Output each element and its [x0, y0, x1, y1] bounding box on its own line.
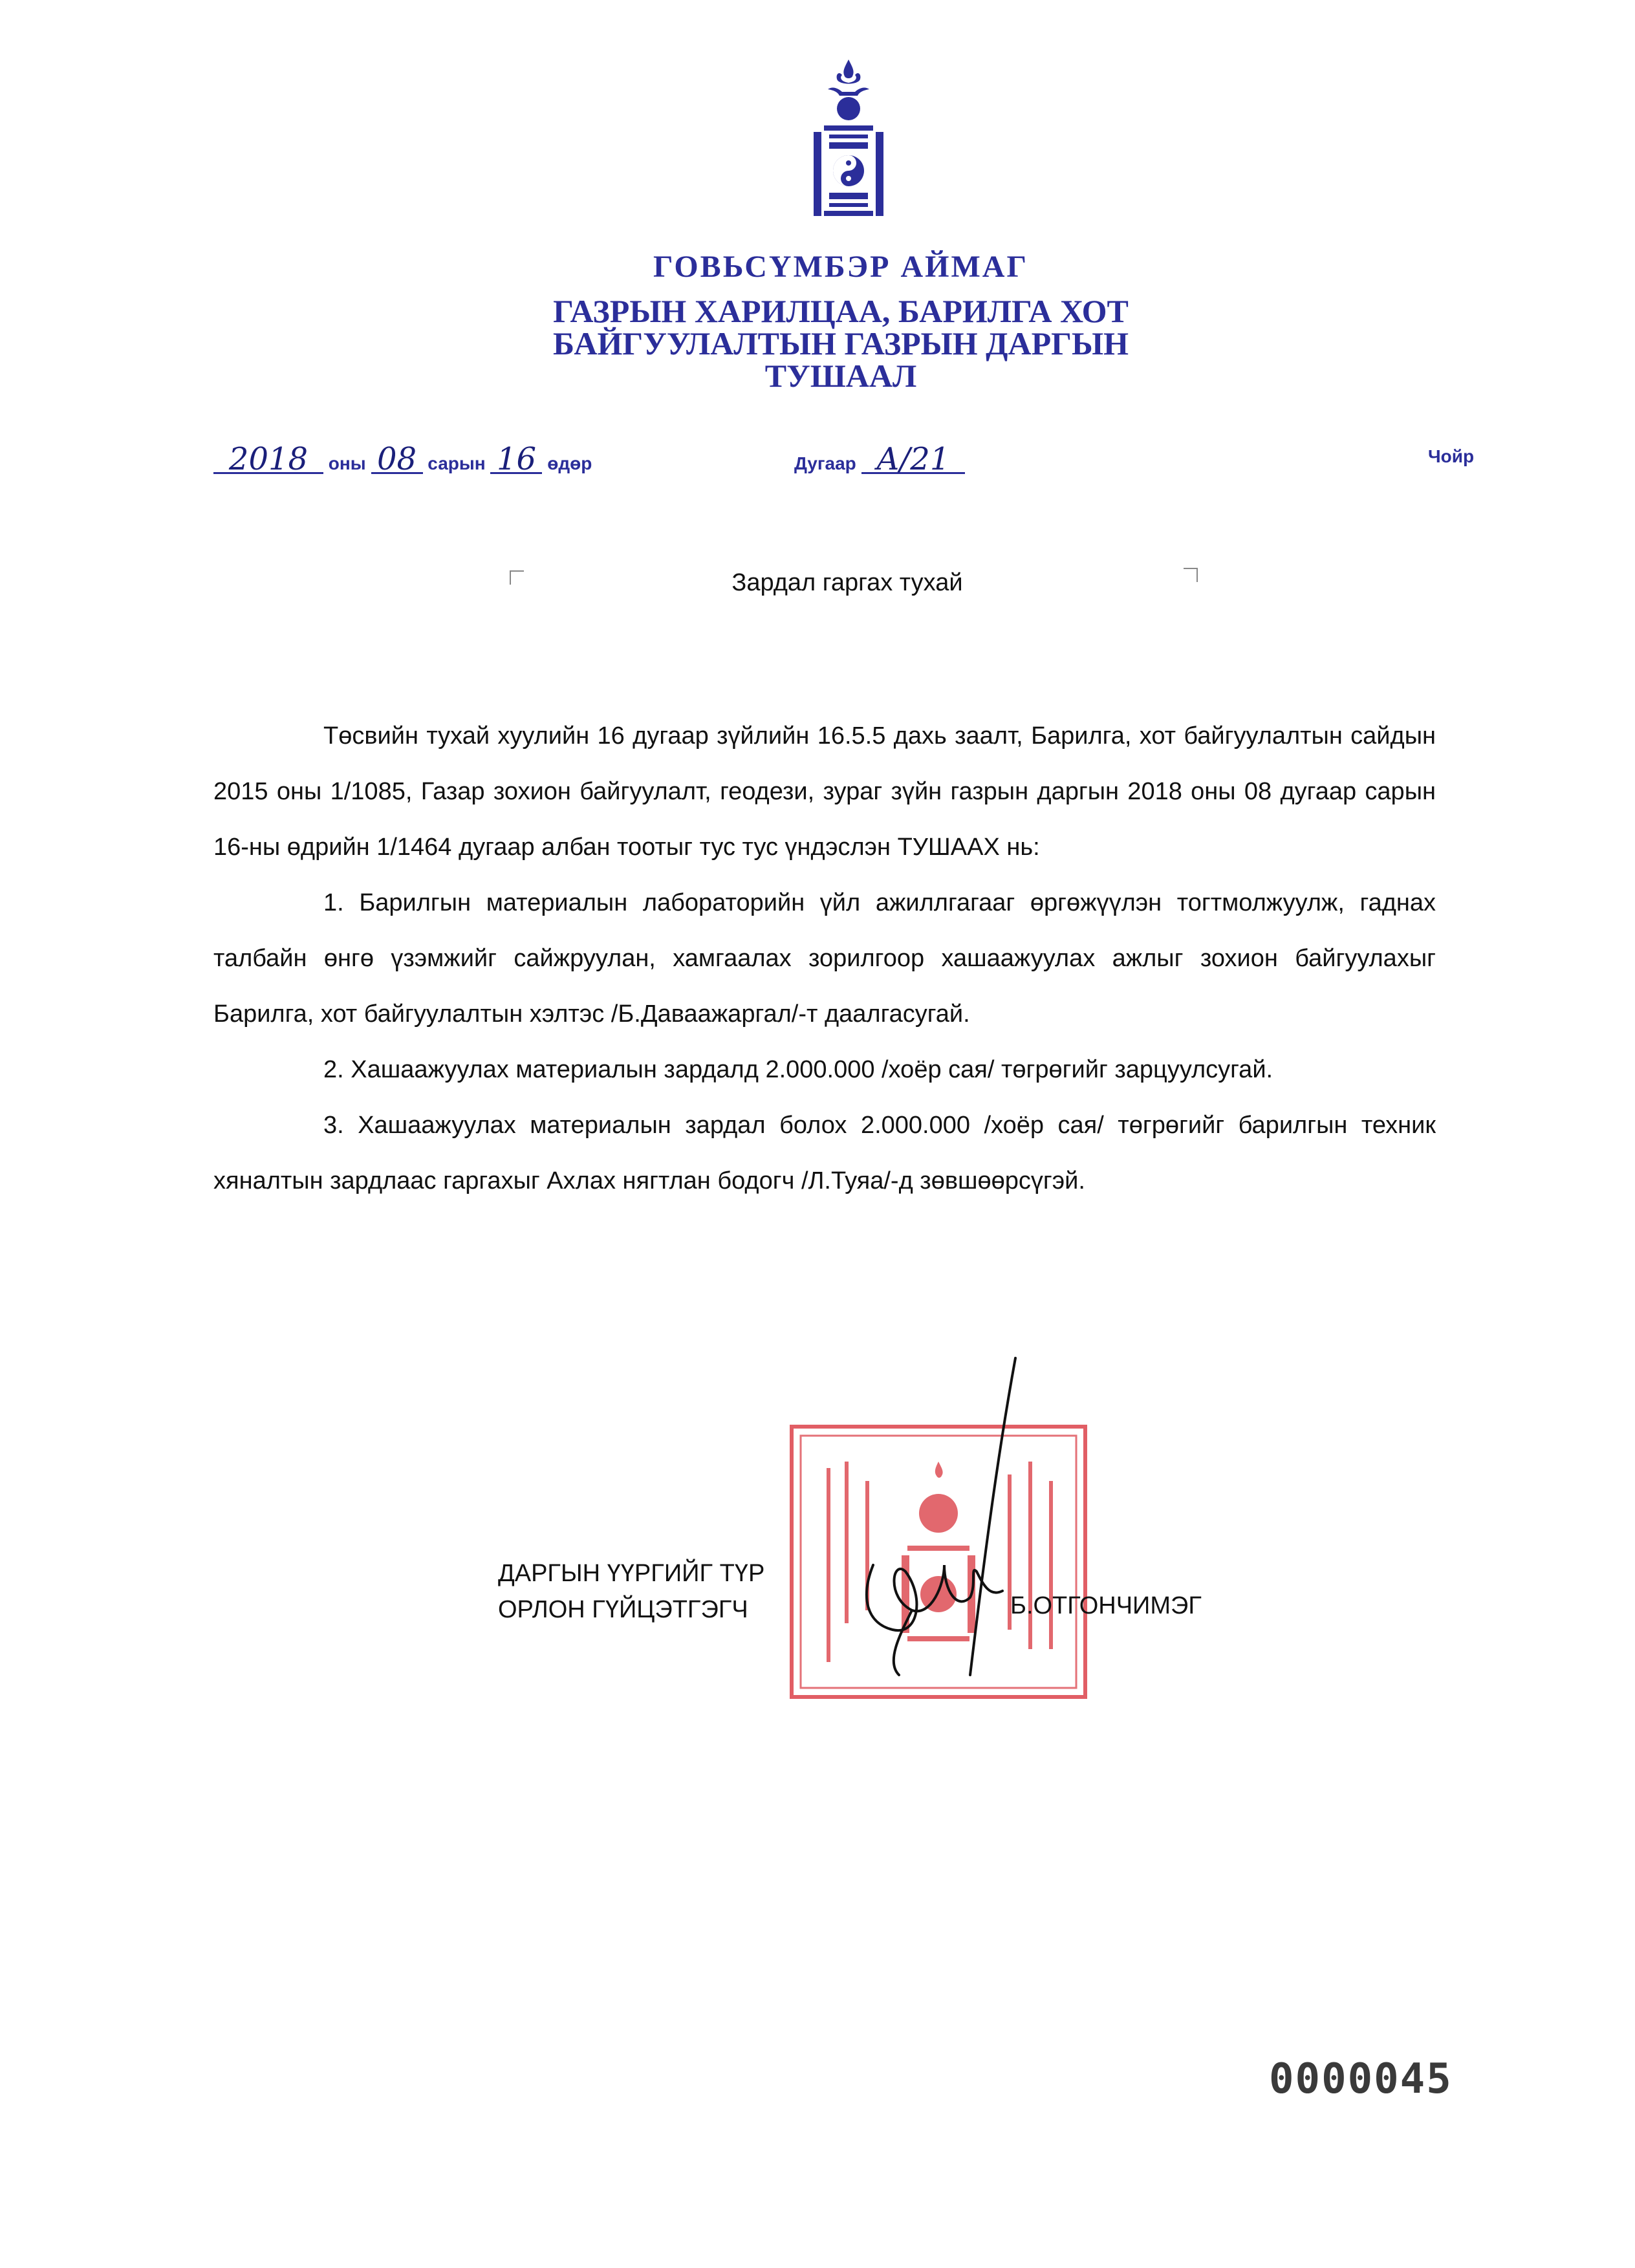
subject-corner-right [1184, 568, 1198, 582]
subject-corner-left [510, 570, 524, 585]
number-value: А/21 [861, 446, 965, 474]
date-month-suffix: сарын [428, 453, 486, 473]
body-item-3: 3. Хашаажуулах материалын зардал болох 2.000.000 /хоёр сая/ төгрөгийг барилгын техник хяналтын зардлаас гаргахыг Ахлах нягтлан бодогч /Л.Туяа/-д зөвшөөрсүгэй. [213, 1112, 1436, 1194]
body-item-2: 2. Хашаажуулах материалын зардалд 2.000.000 /хоёр сая/ төгрөгийг зарцуулсугай. [323, 1056, 1273, 1083]
number-label: Дугаар [794, 453, 856, 473]
document-date [213, 441, 592, 477]
body-item-1: 1. Барилгын материалын лабораторийн үйл ажиллгагааг өргөжүүлэн тогтмолжуулж, гаднах талбайн өнгө үзэмжийг сайжруулан, хамгаалах зорилгоор хашаажуулах ажлыг зохион байгуулахыг Барилга, хот байгуулалтын хэлтэс /Б.Даваажаргал/-т даалгасугай. [213, 889, 1436, 1028]
serial-number: 0000045 [1269, 2055, 1453, 2103]
date-month: 08 [371, 446, 423, 474]
signatory-title-line2: ОРЛОН ГҮЙЦЭТГЭГЧ [498, 1596, 748, 1623]
document-type: ТУШААЛ [764, 358, 917, 394]
date-day-suffix: өдөр [547, 453, 592, 473]
signatory-title-line1: ДАРГЫН ҮҮРГИЙГ ТҮР [498, 1560, 765, 1587]
handwritten-signature [847, 1352, 1119, 1688]
document-number [794, 441, 965, 477]
date-day: 16 [490, 446, 542, 474]
aimag-title: ГОВЬСҮМБЭР АЙМАГ [653, 250, 1028, 284]
date-year: 2018 [213, 446, 323, 474]
soyombo-emblem-icon [797, 59, 900, 234]
date-year-suffix: оны [328, 453, 366, 473]
organization-title-line2: БАЙГУУЛАЛТЫН ГАЗРЫН ДАРГЫН [553, 325, 1129, 362]
body-intro: Төсвийн тухай хуулийн 16 дугаар зүйлийн 16.5.5 дахь заалт, Барилга, хот байгуулалтын сайдын 2015 оны 1/1085, Газар зохион байгуулалт, геодези, зураг зүйн газрын даргын 2018 оны 08 дугаар сарын 16-ны өдрийн 1/1464 дугаар албан тоотыг тус тус үндэслэн ТУШААХ нь: [213, 722, 1436, 861]
organization-title-line1: ГАЗРЫН ХАРИЛЦАА, БАРИЛГА ХОТ [553, 293, 1129, 329]
document-body [213, 708, 1436, 1209]
signatory-name: Б.ОТГОНЧИМЭГ [1010, 1592, 1202, 1619]
document-city: Чойр [1428, 446, 1475, 466]
signatory-title [498, 1555, 764, 1628]
document-subject: Зардал гаргах тухай [731, 569, 963, 596]
